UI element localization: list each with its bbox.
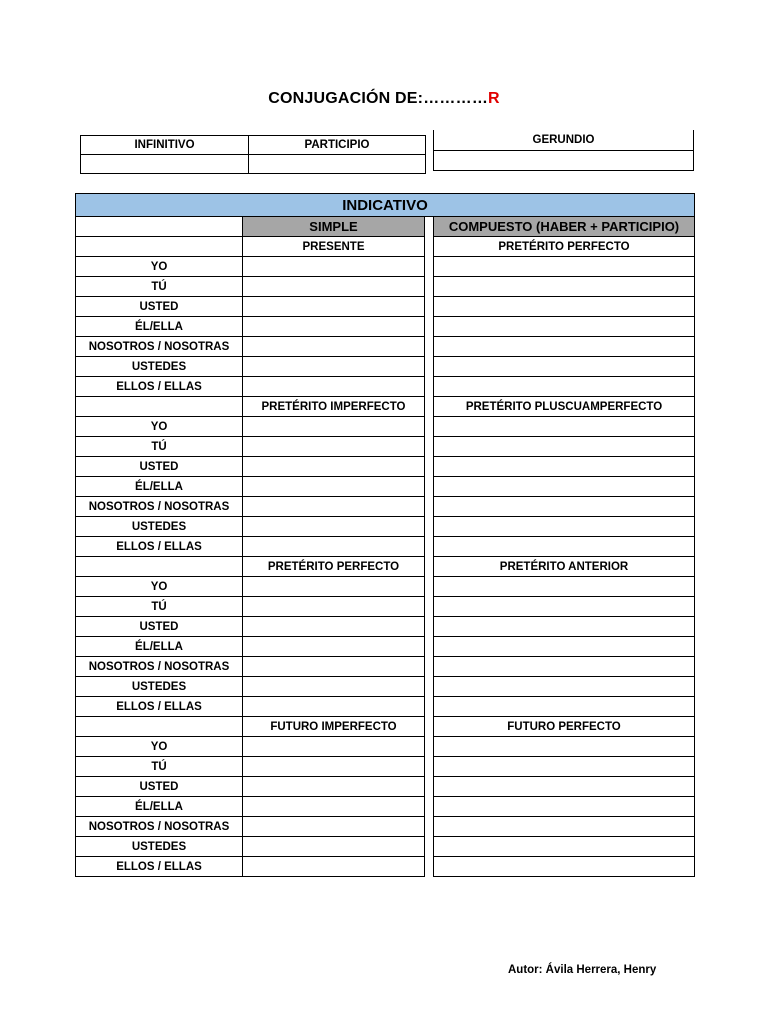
column-gap (425, 697, 434, 717)
pronoun-label: TÚ (76, 757, 243, 777)
column-gap (425, 757, 434, 777)
tense-compuesto-label: PRETÉRITO PERFECTO (434, 237, 695, 257)
table-row (76, 417, 695, 437)
column-gap (425, 557, 434, 577)
column-gap (425, 437, 434, 457)
simple-answer-cell[interactable] (243, 657, 425, 677)
simple-answer-cell[interactable] (243, 317, 425, 337)
column-gap (425, 497, 434, 517)
simple-answer-cell[interactable] (243, 777, 425, 797)
gerundio-header: GERUNDIO (434, 130, 694, 151)
simple-answer-cell[interactable] (243, 457, 425, 477)
section-blank-cell (76, 557, 243, 577)
column-gap (425, 237, 434, 257)
title-dots: ………… (423, 90, 489, 107)
compuesto-answer-cell[interactable] (434, 777, 695, 797)
tense-simple-label: PRETÉRITO IMPERFECTO (243, 397, 425, 417)
pronoun-label: USTED (76, 777, 243, 797)
simple-answer-cell[interactable] (243, 737, 425, 757)
compuesto-answer-cell[interactable] (434, 337, 695, 357)
gerundio-table (433, 130, 694, 171)
page-title (0, 90, 768, 108)
compuesto-answer-cell[interactable] (434, 517, 695, 537)
table-row (76, 577, 695, 597)
column-gap (425, 637, 434, 657)
table-row (76, 537, 695, 557)
table-row (76, 257, 695, 277)
compuesto-answer-cell[interactable] (434, 437, 695, 457)
tense-simple-label: FUTURO IMPERFECTO (243, 717, 425, 737)
simple-answer-cell[interactable] (243, 297, 425, 317)
column-gap (425, 777, 434, 797)
compuesto-answer-cell[interactable] (434, 837, 695, 857)
compuesto-answer-cell[interactable] (434, 257, 695, 277)
simple-answer-cell[interactable] (243, 577, 425, 597)
simple-answer-cell[interactable] (243, 497, 425, 517)
table-row (76, 337, 695, 357)
pronoun-label: ELLOS / ELLAS (76, 537, 243, 557)
pronoun-label: NOSOTROS / NOSOTRAS (76, 337, 243, 357)
simple-answer-cell[interactable] (243, 517, 425, 537)
column-gap (425, 217, 434, 237)
compuesto-answer-cell[interactable] (434, 617, 695, 637)
table-row (76, 437, 695, 457)
table-row (76, 277, 695, 297)
table-row (76, 457, 695, 477)
simple-answer-cell[interactable] (243, 377, 425, 397)
pronoun-label: ÉL/ELLA (76, 797, 243, 817)
column-gap (425, 597, 434, 617)
column-gap (425, 617, 434, 637)
table-row (76, 637, 695, 657)
table-row (76, 517, 695, 537)
table-row (76, 797, 695, 817)
compuesto-answer-cell[interactable] (434, 757, 695, 777)
column-gap (425, 837, 434, 857)
pronoun-label: YO (76, 577, 243, 597)
column-gap (425, 297, 434, 317)
pronoun-label: TÚ (76, 277, 243, 297)
author-credit: Autor: Ávila Herrera, Henry (508, 964, 657, 976)
column-gap (425, 257, 434, 277)
pronoun-label: YO (76, 417, 243, 437)
simple-answer-cell[interactable] (243, 817, 425, 837)
infinitivo-participio-table (80, 135, 426, 174)
tense-simple-label: PRESENTE (243, 237, 425, 257)
column-gap (425, 677, 434, 697)
infinitivo-header: INFINITIVO (81, 136, 249, 155)
simple-answer-cell[interactable] (243, 797, 425, 817)
pronoun-label: USTED (76, 457, 243, 477)
compuesto-answer-cell[interactable] (434, 457, 695, 477)
table-row (76, 377, 695, 397)
compuesto-answer-cell[interactable] (434, 357, 695, 377)
pronoun-label: USTED (76, 297, 243, 317)
column-gap (425, 517, 434, 537)
table-row (76, 677, 695, 697)
column-gap (425, 317, 434, 337)
compuesto-answer-cell[interactable] (434, 377, 695, 397)
simple-answer-cell[interactable] (243, 597, 425, 617)
tense-simple-label: PRETÉRITO PERFECTO (243, 557, 425, 577)
table-row (76, 757, 695, 777)
table-row (76, 817, 695, 837)
compuesto-answer-cell[interactable] (434, 737, 695, 757)
simple-answer-cell[interactable] (243, 337, 425, 357)
compuesto-answer-cell[interactable] (434, 857, 695, 877)
pronoun-label: ELLOS / ELLAS (76, 377, 243, 397)
compuesto-answer-cell[interactable] (434, 577, 695, 597)
table-row (76, 617, 695, 637)
pronoun-label: NOSOTROS / NOSOTRAS (76, 817, 243, 837)
simple-header: SIMPLE (243, 217, 425, 237)
column-gap (425, 277, 434, 297)
compuesto-answer-cell[interactable] (434, 477, 695, 497)
compuesto-answer-cell[interactable] (434, 497, 695, 517)
simple-answer-cell[interactable] (243, 637, 425, 657)
pronoun-label: ÉL/ELLA (76, 637, 243, 657)
table-row (76, 477, 695, 497)
infinitivo-cell[interactable] (81, 155, 249, 174)
pronoun-label: ÉL/ELLA (76, 477, 243, 497)
section-blank-cell (76, 237, 243, 257)
simple-answer-cell[interactable] (243, 697, 425, 717)
table-row (76, 737, 695, 757)
simple-answer-cell[interactable] (243, 757, 425, 777)
pronoun-label: TÚ (76, 597, 243, 617)
simple-answer-cell[interactable] (243, 417, 425, 437)
pronoun-label: ELLOS / ELLAS (76, 697, 243, 717)
pronoun-label: USTEDES (76, 517, 243, 537)
column-gap (425, 457, 434, 477)
table-row (76, 297, 695, 317)
column-gap (425, 577, 434, 597)
pronoun-label: USTEDES (76, 357, 243, 377)
compuesto-answer-cell[interactable] (434, 317, 695, 337)
compuesto-answer-cell[interactable] (434, 817, 695, 837)
compuesto-answer-cell[interactable] (434, 417, 695, 437)
participio-header: PARTICIPIO (249, 136, 426, 155)
column-gap (425, 537, 434, 557)
table-row (76, 837, 695, 857)
simple-answer-cell[interactable] (243, 617, 425, 637)
blank-cell (76, 217, 243, 237)
pronoun-label: ELLOS / ELLAS (76, 857, 243, 877)
table-row (76, 657, 695, 677)
column-gap (425, 357, 434, 377)
column-gap (425, 477, 434, 497)
compuesto-answer-cell[interactable] (434, 797, 695, 817)
simple-answer-cell[interactable] (243, 837, 425, 857)
column-gap (425, 397, 434, 417)
section-blank-cell (76, 397, 243, 417)
pronoun-label: TÚ (76, 437, 243, 457)
simple-answer-cell[interactable] (243, 677, 425, 697)
pronoun-label: NOSOTROS / NOSOTRAS (76, 657, 243, 677)
pronoun-label: USTEDES (76, 837, 243, 857)
pronoun-label: ÉL/ELLA (76, 317, 243, 337)
pronoun-label: YO (76, 257, 243, 277)
table-row (76, 857, 695, 877)
tense-compuesto-label: PRETÉRITO ANTERIOR (434, 557, 695, 577)
column-gap (425, 797, 434, 817)
simple-answer-cell[interactable] (243, 477, 425, 497)
participio-cell[interactable] (249, 155, 426, 174)
title-prefix: CONJUGACIÓN DE: (268, 90, 424, 107)
indicativo-header: INDICATIVO (76, 194, 695, 217)
section-blank-cell (76, 717, 243, 737)
compuesto-answer-cell[interactable] (434, 537, 695, 557)
pronoun-label: NOSOTROS / NOSOTRAS (76, 497, 243, 517)
simple-answer-cell[interactable] (243, 257, 425, 277)
table-row (76, 777, 695, 797)
gerundio-cell[interactable] (434, 151, 694, 171)
pronoun-label: USTEDES (76, 677, 243, 697)
compuesto-answer-cell[interactable] (434, 297, 695, 317)
simple-answer-cell[interactable] (243, 537, 425, 557)
column-gap (425, 817, 434, 837)
title-suffix: R (488, 90, 500, 107)
compuesto-answer-cell[interactable] (434, 697, 695, 717)
column-gap (425, 657, 434, 677)
table-row (76, 497, 695, 517)
compuesto-answer-cell[interactable] (434, 677, 695, 697)
column-gap (425, 417, 434, 437)
simple-answer-cell[interactable] (243, 857, 425, 877)
table-row (76, 597, 695, 617)
table-row (76, 317, 695, 337)
compuesto-answer-cell[interactable] (434, 597, 695, 617)
pronoun-label: YO (76, 737, 243, 757)
column-gap (425, 737, 434, 757)
simple-answer-cell[interactable] (243, 437, 425, 457)
column-gap (425, 717, 434, 737)
column-gap (425, 337, 434, 357)
indicativo-table (75, 193, 695, 877)
pronoun-label: USTED (76, 617, 243, 637)
compuesto-answer-cell[interactable] (434, 277, 695, 297)
tense-compuesto-label: FUTURO PERFECTO (434, 717, 695, 737)
table-row (76, 357, 695, 377)
compuesto-header: COMPUESTO (HABER + PARTICIPIO) (434, 217, 695, 237)
compuesto-answer-cell[interactable] (434, 637, 695, 657)
tense-compuesto-label: PRETÉRITO PLUSCUAMPERFECTO (434, 397, 695, 417)
table-row (76, 697, 695, 717)
simple-answer-cell[interactable] (243, 277, 425, 297)
compuesto-answer-cell[interactable] (434, 657, 695, 677)
column-gap (425, 377, 434, 397)
simple-answer-cell[interactable] (243, 357, 425, 377)
column-gap (425, 857, 434, 877)
